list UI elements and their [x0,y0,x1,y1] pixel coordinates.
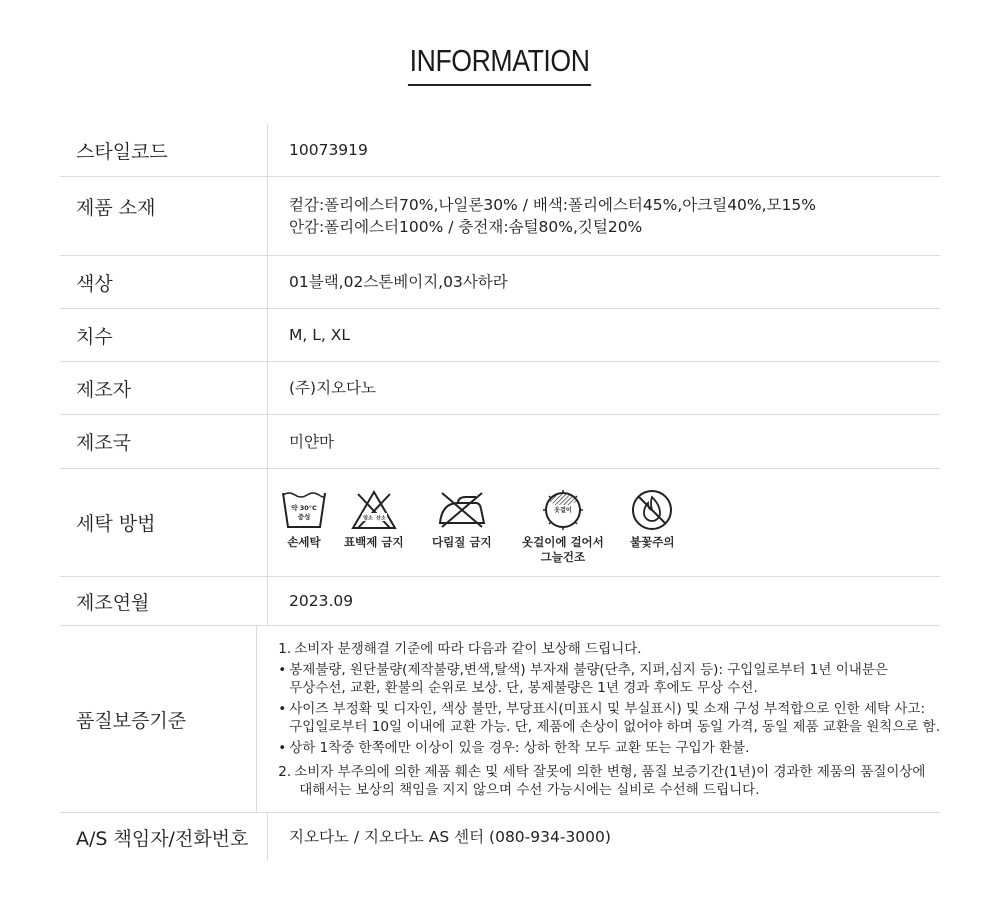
quality-point-1: 1. 소비자 분쟁해결 기준에 따라 다음과 같이 보상해 드립니다. [278,640,642,657]
row-as [60,813,940,861]
no-fire-label: 불꽃주의 [630,535,675,549]
material-line-1: 컽감:폴리에스터70%,나일론30% / 배색:폴리에스터45%,아크릴40%,모15% [289,196,816,214]
info-title-wrap [0,42,1000,86]
wash-item-bleach [344,489,404,550]
hand-wash-icon [280,489,328,531]
wash-item-hang [522,489,604,565]
quality-bullet-2: • 사이즈 부정확 및 디자인, 색상 불만, 부당표시(미표시 및 부실표시) 및 소재 구성 부적합으로 인한 세탁 사고: [278,700,926,717]
material-label: 제품 소재 [60,177,268,255]
country-label: 제조국 [60,415,268,468]
bleach-chlorine: 염소 [362,515,373,522]
no-iron-label: 다림질 금지 [432,535,492,549]
style-code-value: 10073919 [289,141,368,159]
quality-label: 품질보증기준 [60,626,257,812]
as-label: A/S 책임자/전화번호 [60,813,268,861]
date-label: 제조연월 [60,577,268,625]
hang-dry-label-2: 그늘건조 [540,550,586,564]
info-table [60,124,940,861]
row-country [60,415,940,469]
row-color [60,256,940,309]
hand-wash-neutral: 중성 [297,513,311,521]
color-value: 01블랙,02스톤베이지,03사하라 [289,273,508,291]
date-value: 2023.09 [289,592,354,610]
as-value: 지오다노 / 지오다노 AS 센터 (080-934-3000) [289,828,611,846]
bleach-oxygen: 산소 [375,515,386,522]
row-material [60,177,940,256]
row-size [60,309,940,362]
washing-label: 세탁 방법 [60,469,268,576]
wash-item-iron [432,489,492,550]
no-iron-icon [436,489,488,531]
quality-bullet-2-cont: 구입일로부터 10일 이내에 교환 가능. 단, 제품에 손상이 없어야 하며 동일 가격, 동일 제품 교환을 원칙으로 함. [289,718,940,735]
hanger-text: 옷걸이 [554,507,572,514]
no-bleach-label: 표백제 금지 [344,535,404,549]
size-label: 치수 [60,309,268,361]
hand-wash-temp: 약 30°C [291,504,317,512]
row-quality [60,626,940,813]
style-code-label: 스타일코드 [60,124,268,176]
wash-item-fire [630,489,674,550]
no-fire-icon [630,489,674,531]
row-date [60,577,940,626]
quality-bullet-3: • 상하 1착중 한쪽에만 이상이 있을 경우: 상하 한착 모두 교환 또는 구입가 환불. [278,739,750,756]
maker-value: (주)지오다노 [289,379,376,397]
quality-point-2: 2. 소비자 부주의에 의한 제품 훼손 및 세탁 잘못에 의한 변형, 품질 보증기간(1년)이 경과한 제품의 품질이상에 [278,763,926,780]
maker-label: 제조자 [60,362,268,414]
wash-item-hand [280,489,328,550]
size-value: M, L, XL [289,326,350,344]
no-bleach-icon [350,489,398,531]
color-label: 색상 [60,256,268,308]
quality-point-2-cont: 대해서는 보상의 책임을 지지 않으며 수선 가능시에는 실비로 수선해 드립니다. [299,781,760,798]
hang-dry-icon [541,489,585,531]
page-title: INFORMATION [408,42,591,86]
hang-dry-label-1: 옷걸이에 걸어서 [522,535,604,549]
country-value: 미얀마 [289,432,334,451]
material-line-2: 안감:폴리에스터100% / 충전재:솜털80%,깃털20% [289,218,643,236]
hand-wash-label: 손세탁 [287,535,321,549]
row-style-code [60,124,940,177]
row-maker [60,362,940,415]
row-washing [60,469,940,577]
quality-bullet-1: • 봉제불량, 원단불량(제작불량,변색,탈색) 부자재 불량(단추, 지퍼,심지 등): 구입일로부터 1년 이내분은 [278,661,888,678]
quality-bullet-1-cont: 무상수선, 교환, 환불의 순위로 보상. 단, 봉제불량은 1년 경과 후에도 무상 수선. [289,679,758,696]
